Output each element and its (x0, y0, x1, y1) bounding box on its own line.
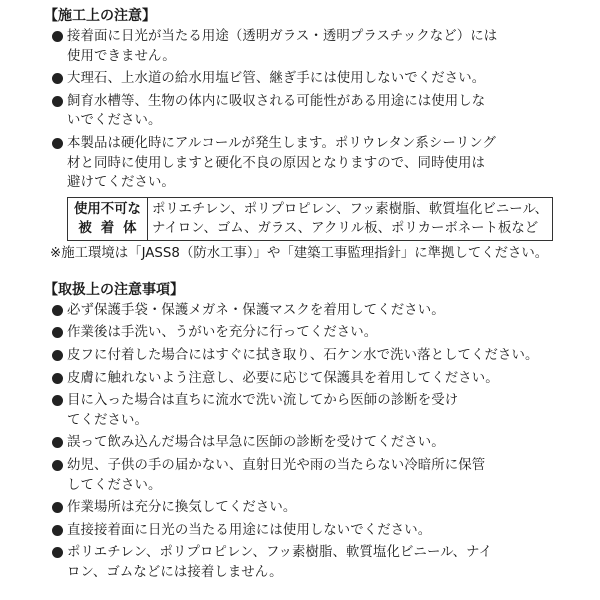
table-body-line: ポリエチレン、ポリプロピレン、フッ素樹脂、軟質塩化ビニール、 (151, 201, 549, 217)
table-body-line: ナイロン、ゴム、ガラス、アクリル板、ポリカーボネート板など (151, 220, 539, 236)
item-line: 本製品は硬化時にアルコールが発生します。ポリウレタン系シーリング (67, 135, 497, 151)
list-item (52, 391, 586, 430)
list-item (52, 69, 586, 89)
bullet-icon (52, 138, 63, 149)
bullet-icon (52, 373, 63, 384)
list-item (52, 369, 586, 389)
bullet-icon (52, 460, 63, 471)
table-header-line: 被着体 (78, 220, 146, 236)
list-item (52, 134, 586, 193)
table-body-cell (147, 197, 552, 240)
item-line: 必ず保護手袋・保護メガネ・保護マスクを着用してください。 (67, 302, 445, 318)
bullet-icon (52, 502, 63, 513)
item-line: 幼児、子供の手の届かない、直射日光や雨の当たらない冷暗所に保管 (67, 457, 486, 473)
list-item (52, 346, 586, 366)
bullet-icon (52, 31, 63, 42)
bullet-icon (52, 350, 63, 361)
bullet-icon (52, 437, 63, 448)
item-line: ロン、ゴムなどには接着しません。 (67, 564, 283, 580)
list-item (52, 456, 586, 495)
item-line: 飼育水槽等、生物の体内に吸収される可能性がある用途には使用しな (67, 93, 486, 109)
bullet-icon (52, 547, 63, 558)
item-line: 皮膚に触れないよう注意し、必要に応じて保護具を着用してください。 (67, 370, 499, 386)
section-title-construction: 【施工上の注意】 (44, 8, 156, 24)
bullet-icon (52, 96, 63, 107)
item-line: 目に入った場合は直ちに流水で洗い流してから医師の診断を受け (67, 393, 459, 409)
item-line: 作業後は手洗い、うがいを充分に行ってください。 (67, 325, 378, 341)
item-line: 直接接着面に日光の当たる用途には使用しないでください。 (67, 522, 432, 538)
unusable-adherends-table (67, 197, 553, 241)
item-line: 避けてください。 (67, 175, 175, 191)
item-line: 皮フに付着した場合にはすぐに拭き取り、石ケン水で洗い落としてください。 (67, 347, 539, 363)
item-line: 接着面に日光が当たる用途（透明ガラス・透明プラスチックなど）には (67, 29, 498, 44)
item-line: 作業場所は充分に換気してください。 (67, 500, 297, 516)
item-line: 使用できません。 (67, 48, 176, 64)
list-item (52, 323, 586, 343)
item-line: てください。 (67, 412, 148, 428)
list-item (52, 27, 586, 66)
bullet-icon (52, 305, 63, 316)
item-line: ポリエチレン、ポリプロピレン、フッ素樹脂、軟質塩化ビニール、ナイ (67, 545, 493, 561)
item-line: 材と同時に使用しますと硬化不良の原因となりますので、同時使用は (67, 155, 485, 171)
list-item (52, 433, 586, 453)
bullet-icon (52, 73, 63, 84)
item-line: いでください。 (67, 113, 162, 129)
list-item (52, 92, 586, 131)
item-line: 誤って飲み込んだ場合は早急に医師の診断を受けてください。 (67, 435, 445, 451)
list-item (52, 498, 586, 518)
list-item (52, 301, 586, 321)
table-header-cell (68, 197, 148, 240)
section-title-handling: 【取扱上の注意事項】 (44, 281, 184, 298)
bullet-icon (52, 327, 63, 338)
table-header-line: 使用不可な (74, 201, 141, 217)
list-item (52, 521, 586, 541)
item-line: してください。 (67, 477, 162, 493)
construction-environment-note: ※施工環境は「JASS8（防水工事）」や「建築工事監理指針」に準拠してください。 (50, 245, 549, 261)
item-line: 大理石、上水道の給水用塩ビ管、継ぎ手には使用しないでください。 (67, 71, 486, 87)
list-item (52, 543, 586, 582)
bullet-icon (52, 395, 63, 406)
bullet-icon (52, 525, 63, 536)
